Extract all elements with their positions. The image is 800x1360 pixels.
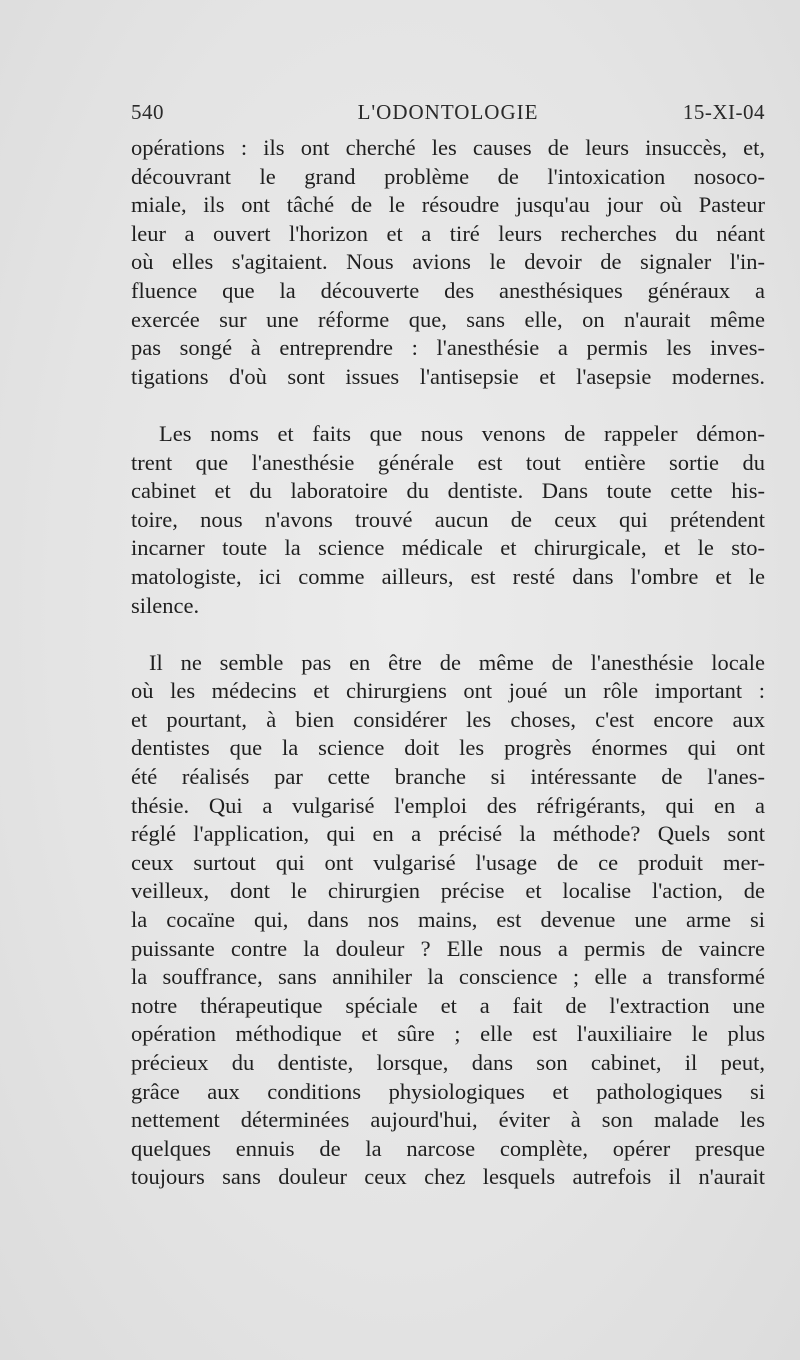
text-line: incarner toute la science médicale et chirurgicale, et le sto- <box>131 535 765 561</box>
text-line: ceux surtout qui ont vulgarisé l'usage de ce produit mer- <box>131 849 765 875</box>
text-line: où elles s'agitaient. Nous avions le devoir de signaler l'in- <box>131 249 765 275</box>
text-line: opération méthodique et sûre ; elle est l'auxiliaire le plus <box>131 1021 765 1047</box>
paragraph-spacer <box>131 391 765 420</box>
paragraph <box>131 420 765 620</box>
issue-date: 15-XI-04 <box>682 100 765 124</box>
text-line: et pourtant, à bien considérer les choses, c'est encore aux <box>131 706 765 732</box>
text-line: la cocaïne qui, dans nos mains, est devenue une arme si <box>131 907 765 933</box>
text-line: quelques ennuis de la narcose complète, opérer presque <box>131 1135 765 1161</box>
text-line: découvrant le grand problème de l'intoxication nosoco- <box>131 163 765 189</box>
running-header <box>131 100 765 130</box>
text-line: thésie. Qui a vulgarisé l'emploi des réfrigérants, qui en a <box>131 792 765 818</box>
text-line: silence. <box>131 592 200 618</box>
paragraph-spacer <box>131 620 765 649</box>
text-line: grâce aux conditions physiologiques et pathologiques si <box>131 1078 765 1104</box>
text-line: dentistes que la science doit les progrès énormes qui ont <box>131 735 765 761</box>
text-line: notre thérapeutique spéciale et a fait de l'extraction une <box>131 992 765 1018</box>
text-line: fluence que la découverte des anesthésiques généraux a <box>131 277 765 303</box>
text-line: toujours sans douleur ceux chez lesquels autrefois il n'aurait <box>131 1164 765 1190</box>
text-line: Il ne semble pas en être de même de l'anesthésie locale <box>149 649 765 675</box>
text-line: la souffrance, sans annihiler la conscience ; elle a transformé <box>131 964 765 990</box>
text-line: réglé l'application, qui en a précisé la méthode? Quels sont <box>131 821 765 847</box>
body-text <box>131 134 765 1192</box>
text-line: été réalisés par cette branche si intéressante de l'anes- <box>131 764 765 790</box>
text-line: leur a ouvert l'horizon et a tiré leurs recherches du néant <box>131 220 765 246</box>
text-line: exercée sur une réforme que, sans elle, on n'aurait même <box>131 306 765 332</box>
text-line: trent que l'anesthésie générale est tout entière sortie du <box>131 449 765 475</box>
text-line: puissante contre la douleur ? Elle nous a permis de vaincre <box>131 935 765 961</box>
paragraph <box>131 649 765 1192</box>
text-line: matologiste, ici comme ailleurs, est resté dans l'ombre et le <box>131 563 765 589</box>
text-line: cabinet et du laboratoire du dentiste. Dans toute cette his- <box>131 478 765 504</box>
text-line: opérations : ils ont cherché les causes de leurs insuccès, et, <box>131 135 765 160</box>
text-line: Les noms et faits que nous venons de rappeler démon- <box>159 420 765 446</box>
text-line: pas songé à entreprendre : l'anesthésie a permis les inves- <box>131 335 765 361</box>
text-line: où les médecins et chirurgiens ont joué un rôle important : <box>131 678 765 704</box>
text-line: miale, ils ont tâché de le résoudre jusqu'au jour où Pasteur <box>131 192 765 218</box>
text-line: nettement déterminées aujourd'hui, éviter à son malade les <box>131 1107 765 1133</box>
text-line: précieux du dentiste, lorsque, dans son cabinet, il peut, <box>131 1050 765 1075</box>
text-line: toire, nous n'avons trouvé aucun de ceux qui prétendent <box>131 506 765 532</box>
paragraph <box>131 134 765 391</box>
journal-title: L'ODONTOLOGIE <box>357 100 539 124</box>
text-line: veilleux, dont le chirurgien précise et localise l'action, de <box>131 878 765 904</box>
text-line: tigations d'où sont issues l'antisepsie et l'asepsie modernes. <box>131 363 765 389</box>
page-number: 540 <box>131 100 164 124</box>
